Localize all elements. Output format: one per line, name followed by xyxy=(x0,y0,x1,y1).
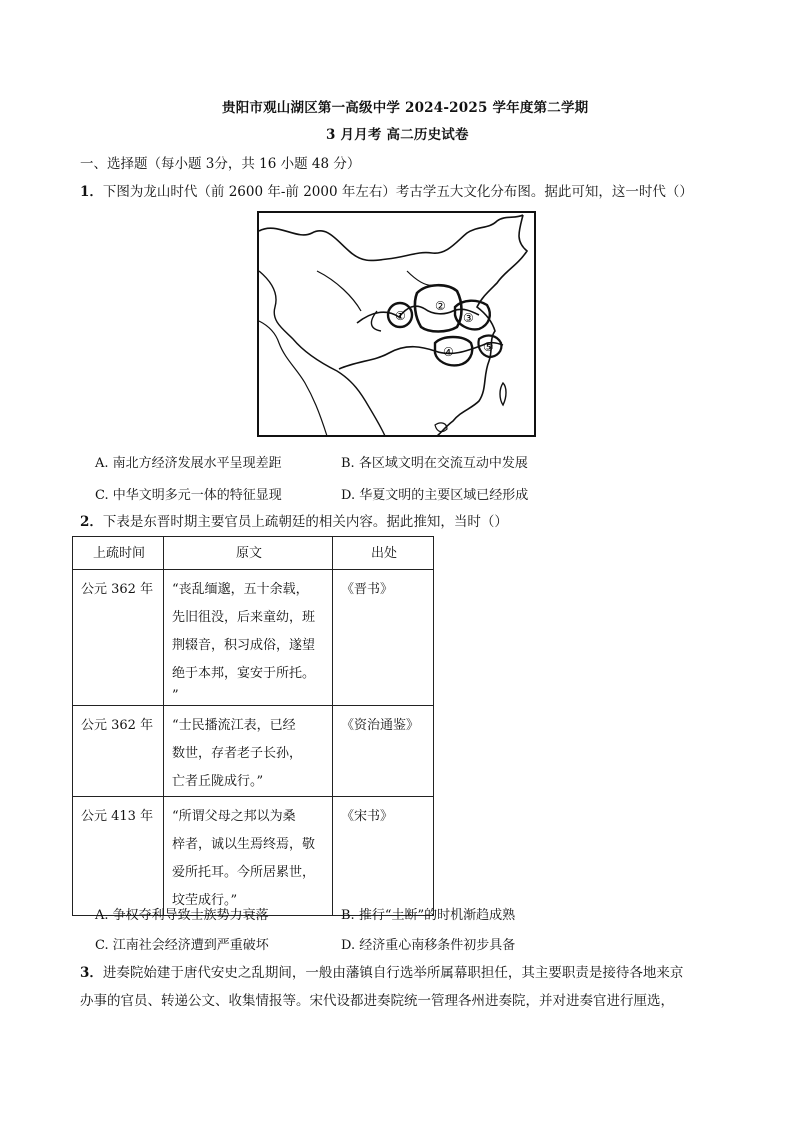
row-time: 公元 362 年 xyxy=(81,582,154,597)
question-stem-line1: 进奏院始建于唐代安史之乱期间，一般由藩镇自行选举所属幕职担任，其主要职责是接待各地来京 xyxy=(102,965,684,981)
question-3-line2: 办事的官员、转递公文、收集情报等。宋代设都进奏院统一管理各州进奏院，并对进奏官进行厘选， xyxy=(80,993,674,1009)
row-text xyxy=(164,570,332,704)
question-stem: 下表是东晋时期主要官员上疏朝廷的相关内容。据此推知，当时（） xyxy=(102,514,508,530)
row-text xyxy=(164,706,332,796)
text-line: 绝于本邦，宴安于所托。 xyxy=(172,666,316,681)
text-line: “士民播流江表，已经 xyxy=(172,718,296,733)
row-time: 公元 413 年 xyxy=(81,809,154,824)
row-text xyxy=(164,797,332,915)
map-label-1: ① xyxy=(395,309,406,323)
question-3 xyxy=(80,961,683,981)
text-line: 梓者，诚以生焉终焉，敬 xyxy=(172,837,316,852)
row-source: 《晋书》 xyxy=(341,582,394,597)
row-source: 《资治通鉴》 xyxy=(341,718,420,733)
q1-option-a[interactable]: A. 南北方经济发展水平呈现差距 xyxy=(95,456,282,471)
question-number: 1． xyxy=(80,184,103,200)
question-1 xyxy=(80,180,693,200)
exam-title-line1: 贵阳市观山湖区第一高级中学 2024-2025 学年度第二学期 xyxy=(222,100,589,116)
table-header-text: 原文 xyxy=(235,546,262,561)
table-header-source: 出处 xyxy=(370,546,397,561)
map-label-3: ③ xyxy=(463,311,474,325)
text-line: 数世，存者老子长孙， xyxy=(172,746,303,761)
map-label-2: ② xyxy=(435,299,446,313)
text-line: 亡者丘陇成行。” xyxy=(172,774,264,789)
table-row xyxy=(73,706,434,797)
map-label-4: ④ xyxy=(443,345,454,359)
table-row xyxy=(73,570,434,706)
question-stem: 下图为龙山时代（前 2600 年-前 2000 年左右）考古学五大文化分布图。据此可知，这一时代（） xyxy=(102,184,693,200)
q2-option-a[interactable]: A. 争权夺利导致士族势力衰落 xyxy=(95,908,269,923)
text-line: “所谓父母之邦以为桑 xyxy=(172,809,296,824)
q1-option-c[interactable]: C. 中华文明多元一体的特征显现 xyxy=(95,488,282,503)
q1-option-b[interactable]: B. 各区域文明在交流互动中发展 xyxy=(341,456,528,471)
map-label-5: ⑤ xyxy=(483,340,494,354)
table-header-time: 上疏时间 xyxy=(92,546,145,561)
table-header-row xyxy=(73,537,434,570)
memorials-table xyxy=(72,536,434,916)
q2-option-c[interactable]: C. 江南社会经济遭到严重破坏 xyxy=(95,938,269,953)
exam-title-line2: 3 月月考 高二历史试卷 xyxy=(326,127,469,143)
question-number: 2． xyxy=(80,514,103,530)
text-line: 坟茔成行。” xyxy=(172,893,238,908)
text-line: 荆辍音，积习成俗，遂望 xyxy=(172,638,316,653)
question-number: 3． xyxy=(80,965,103,981)
text-line: 爱所托耳。今所居累世， xyxy=(172,865,316,880)
q2-option-b[interactable]: B. 推行“土断”的时机渐趋成熟 xyxy=(341,908,516,923)
table-row xyxy=(73,797,434,916)
row-time: 公元 362 年 xyxy=(81,718,154,733)
longshan-culture-map xyxy=(257,211,536,437)
q2-option-d[interactable]: D. 经济重心南移条件初步具备 xyxy=(341,938,516,953)
section-heading: 一、选择题（每小题 3分，共 16 小题 48 分） xyxy=(80,156,361,172)
row-source: 《宋书》 xyxy=(341,809,394,824)
text-line: 先旧徂没，后来童幼，班 xyxy=(172,610,316,625)
text-line: ” xyxy=(172,688,179,703)
q1-option-d[interactable]: D. 华夏文明的主要区域已经形成 xyxy=(341,488,529,503)
question-2 xyxy=(80,510,508,530)
text-line: “丧乱缅邈，五十余载， xyxy=(172,582,309,597)
